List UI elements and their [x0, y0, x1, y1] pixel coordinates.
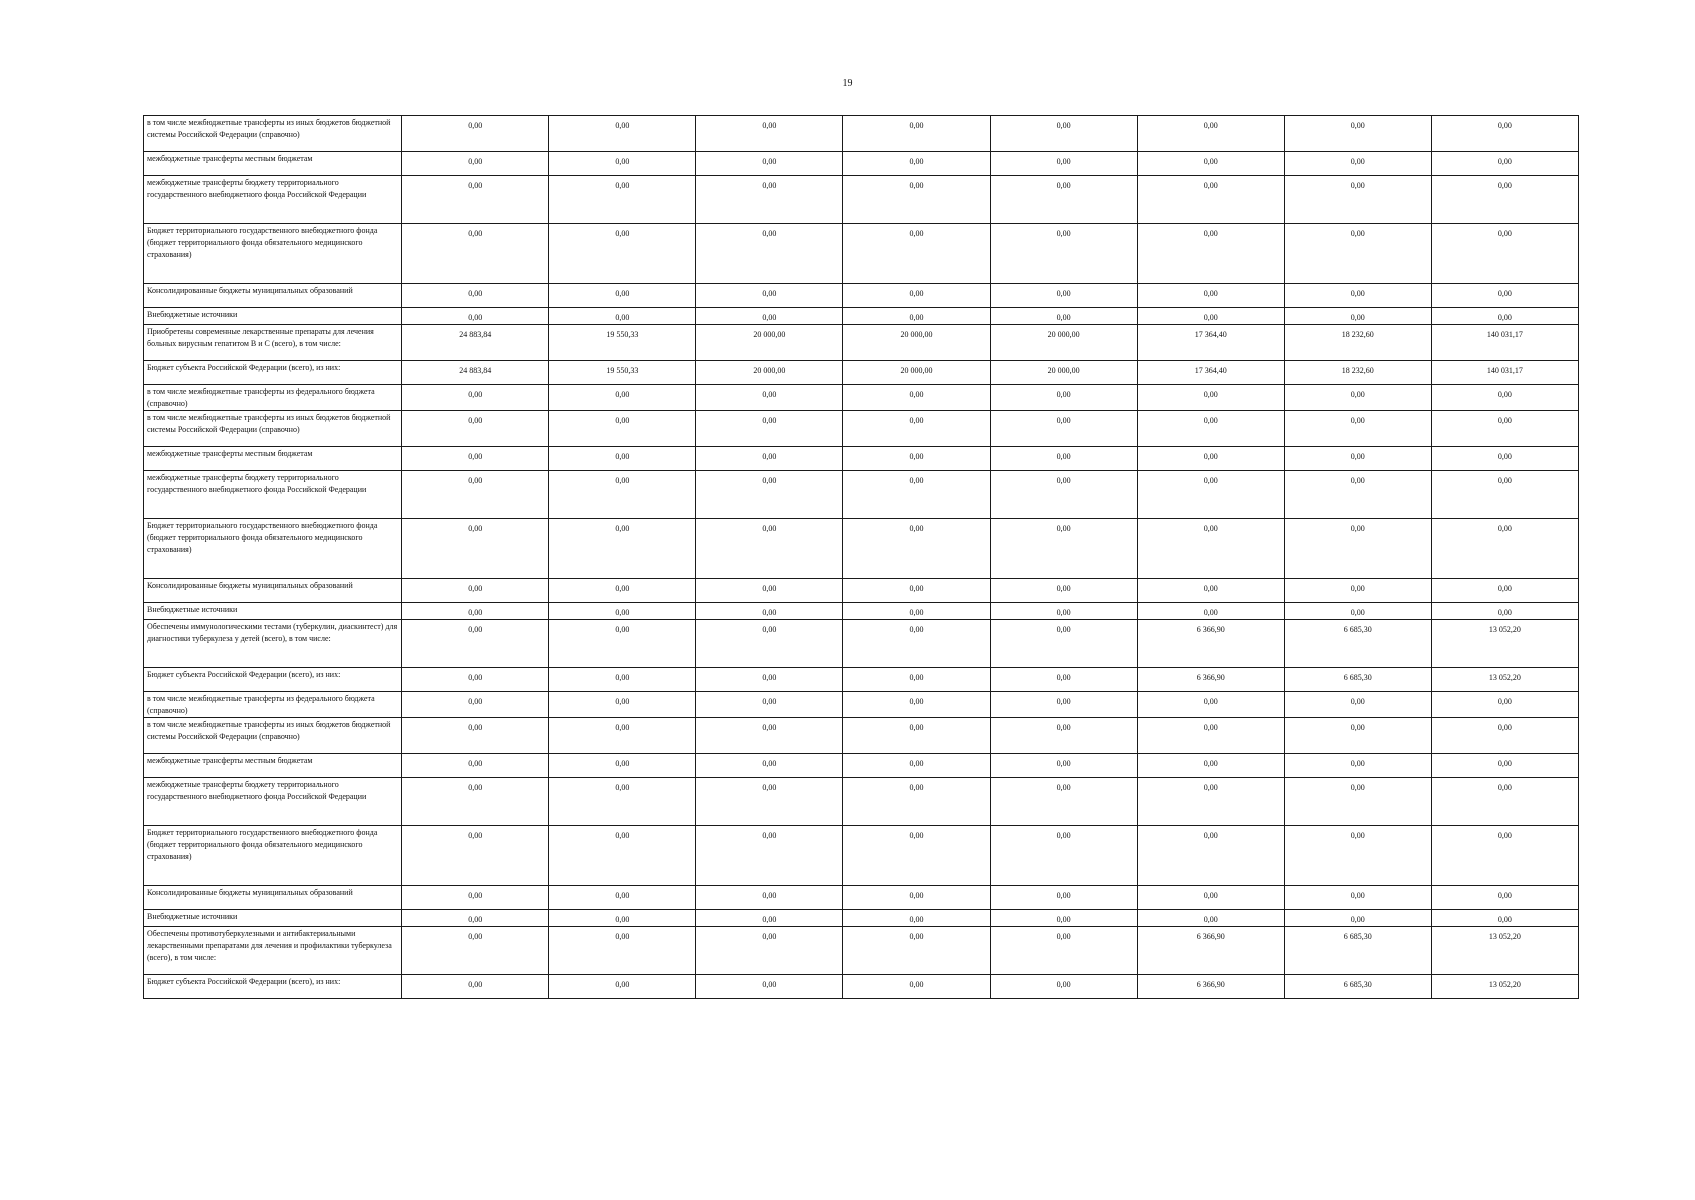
value-cell: 18 232,60 — [1284, 325, 1431, 361]
value-cell: 0,00 — [990, 718, 1137, 754]
value-cell: 0,00 — [696, 519, 843, 579]
value-cell: 0,00 — [402, 385, 549, 411]
value-cell: 0,00 — [1137, 886, 1284, 910]
table-row — [144, 927, 1579, 975]
value-cell: 0,00 — [1431, 886, 1578, 910]
value-cell: 0,00 — [843, 519, 990, 579]
value-cell: 0,00 — [990, 385, 1137, 411]
value-cell: 0,00 — [696, 224, 843, 284]
value-cell: 0,00 — [1137, 603, 1284, 620]
value-cell: 0,00 — [549, 116, 696, 152]
value-cell: 0,00 — [696, 927, 843, 975]
value-cell: 17 364,40 — [1137, 361, 1284, 385]
value-cell: 0,00 — [402, 754, 549, 778]
budget-table — [143, 115, 1579, 999]
value-cell: 0,00 — [1284, 754, 1431, 778]
value-cell: 0,00 — [696, 471, 843, 519]
value-cell: 0,00 — [1284, 826, 1431, 886]
value-cell: 20 000,00 — [696, 361, 843, 385]
value-cell: 0,00 — [1137, 116, 1284, 152]
value-cell: 0,00 — [696, 754, 843, 778]
value-cell: 0,00 — [402, 886, 549, 910]
row-label: Обеспечены противотуберкулезными и антибактериальными лекарственными препаратами для лечения и профилактики туберкулеза (всего), в том числе: — [144, 927, 402, 975]
table-row — [144, 447, 1579, 471]
value-cell: 0,00 — [402, 411, 549, 447]
value-cell: 20 000,00 — [843, 325, 990, 361]
table-row — [144, 692, 1579, 718]
value-cell: 0,00 — [1137, 447, 1284, 471]
table-row — [144, 718, 1579, 754]
value-cell: 0,00 — [549, 152, 696, 176]
value-cell: 0,00 — [1431, 116, 1578, 152]
value-cell: 0,00 — [549, 692, 696, 718]
value-cell: 0,00 — [1431, 308, 1578, 325]
value-cell: 0,00 — [1431, 385, 1578, 411]
value-cell: 0,00 — [696, 668, 843, 692]
value-cell: 0,00 — [402, 152, 549, 176]
budget-table-container — [143, 115, 1579, 999]
value-cell: 0,00 — [549, 308, 696, 325]
row-label: Обеспечены иммунологическими тестами (туберкулин, диаскинтест) для диагностики туберкулеза у детей (всего), в том числе: — [144, 620, 402, 668]
row-label: Консолидированные бюджеты муниципальных образований — [144, 284, 402, 308]
value-cell: 0,00 — [1431, 176, 1578, 224]
value-cell: 0,00 — [402, 579, 549, 603]
value-cell: 0,00 — [990, 411, 1137, 447]
value-cell: 0,00 — [402, 668, 549, 692]
value-cell: 0,00 — [549, 927, 696, 975]
value-cell: 17 364,40 — [1137, 325, 1284, 361]
value-cell: 0,00 — [843, 385, 990, 411]
value-cell: 0,00 — [1431, 447, 1578, 471]
value-cell: 0,00 — [1284, 778, 1431, 826]
value-cell: 0,00 — [990, 116, 1137, 152]
table-row — [144, 471, 1579, 519]
value-cell: 0,00 — [1137, 224, 1284, 284]
value-cell: 0,00 — [549, 668, 696, 692]
value-cell: 0,00 — [1284, 886, 1431, 910]
value-cell: 0,00 — [843, 778, 990, 826]
value-cell: 0,00 — [1284, 603, 1431, 620]
value-cell: 0,00 — [549, 826, 696, 886]
value-cell: 0,00 — [843, 754, 990, 778]
value-cell: 0,00 — [990, 176, 1137, 224]
value-cell: 0,00 — [843, 886, 990, 910]
value-cell: 0,00 — [1137, 826, 1284, 886]
value-cell: 0,00 — [549, 284, 696, 308]
value-cell: 0,00 — [1431, 579, 1578, 603]
value-cell: 0,00 — [549, 447, 696, 471]
value-cell: 6 366,90 — [1137, 668, 1284, 692]
value-cell: 0,00 — [990, 152, 1137, 176]
value-cell: 0,00 — [696, 975, 843, 999]
value-cell: 0,00 — [1284, 471, 1431, 519]
row-label: Бюджет субъекта Российской Федерации (всего), из них: — [144, 975, 402, 999]
table-row — [144, 754, 1579, 778]
value-cell: 0,00 — [990, 668, 1137, 692]
value-cell: 0,00 — [549, 603, 696, 620]
value-cell: 0,00 — [696, 284, 843, 308]
value-cell: 20 000,00 — [696, 325, 843, 361]
value-cell: 0,00 — [1284, 152, 1431, 176]
row-label: в том числе межбюджетные трансферты из иных бюджетов бюджетной системы Российской Федерации (справочно) — [144, 116, 402, 152]
page-number: 19 — [842, 78, 853, 89]
value-cell: 13 052,20 — [1431, 620, 1578, 668]
value-cell: 0,00 — [990, 886, 1137, 910]
value-cell: 0,00 — [843, 579, 990, 603]
value-cell: 0,00 — [1284, 579, 1431, 603]
row-label: Внебюджетные источники — [144, 603, 402, 620]
value-cell: 0,00 — [990, 224, 1137, 284]
row-label: в том числе межбюджетные трансферты из федерального бюджета (справочно) — [144, 692, 402, 718]
value-cell: 0,00 — [843, 308, 990, 325]
value-cell: 0,00 — [843, 116, 990, 152]
row-label: Бюджет субъекта Российской Федерации (всего), из них: — [144, 361, 402, 385]
value-cell: 0,00 — [549, 579, 696, 603]
value-cell: 0,00 — [696, 778, 843, 826]
value-cell: 0,00 — [402, 224, 549, 284]
value-cell: 0,00 — [843, 447, 990, 471]
row-label: межбюджетные трансферты бюджету территориального государственного внебюджетного фонда Российской Федерации — [144, 778, 402, 826]
value-cell: 0,00 — [696, 411, 843, 447]
value-cell: 6 685,30 — [1284, 668, 1431, 692]
value-cell: 0,00 — [990, 910, 1137, 927]
value-cell: 0,00 — [402, 176, 549, 224]
value-cell: 0,00 — [990, 308, 1137, 325]
row-label: в том числе межбюджетные трансферты из иных бюджетов бюджетной системы Российской Федерации (справочно) — [144, 718, 402, 754]
value-cell: 0,00 — [1137, 176, 1284, 224]
value-cell: 0,00 — [549, 519, 696, 579]
table-row — [144, 284, 1579, 308]
value-cell: 13 052,20 — [1431, 927, 1578, 975]
value-cell: 0,00 — [696, 603, 843, 620]
row-label: Бюджет субъекта Российской Федерации (всего), из них: — [144, 668, 402, 692]
value-cell: 0,00 — [843, 718, 990, 754]
value-cell: 0,00 — [1431, 778, 1578, 826]
value-cell: 0,00 — [1137, 519, 1284, 579]
value-cell: 24 883,84 — [402, 325, 549, 361]
value-cell: 0,00 — [1431, 754, 1578, 778]
value-cell: 0,00 — [1284, 385, 1431, 411]
value-cell: 0,00 — [549, 975, 696, 999]
table-row — [144, 778, 1579, 826]
value-cell: 0,00 — [1431, 910, 1578, 927]
row-label: Внебюджетные источники — [144, 308, 402, 325]
value-cell: 0,00 — [843, 692, 990, 718]
value-cell: 0,00 — [1431, 603, 1578, 620]
value-cell: 0,00 — [1284, 447, 1431, 471]
value-cell: 0,00 — [843, 975, 990, 999]
value-cell: 6 685,30 — [1284, 927, 1431, 975]
value-cell: 0,00 — [843, 668, 990, 692]
value-cell: 0,00 — [696, 886, 843, 910]
table-row — [144, 620, 1579, 668]
value-cell: 0,00 — [990, 826, 1137, 886]
value-cell: 0,00 — [402, 975, 549, 999]
value-cell: 0,00 — [402, 826, 549, 886]
value-cell: 0,00 — [549, 385, 696, 411]
table-row — [144, 325, 1579, 361]
value-cell: 0,00 — [696, 718, 843, 754]
value-cell: 0,00 — [696, 692, 843, 718]
value-cell: 0,00 — [549, 778, 696, 826]
value-cell: 140 031,17 — [1431, 361, 1578, 385]
value-cell: 0,00 — [843, 620, 990, 668]
row-label: межбюджетные трансферты местным бюджетам — [144, 754, 402, 778]
value-cell: 0,00 — [549, 620, 696, 668]
value-cell: 0,00 — [1431, 152, 1578, 176]
value-cell: 0,00 — [696, 116, 843, 152]
value-cell: 0,00 — [549, 886, 696, 910]
row-label: в том числе межбюджетные трансферты из иных бюджетов бюджетной системы Российской Федерации (справочно) — [144, 411, 402, 447]
table-row — [144, 308, 1579, 325]
value-cell: 0,00 — [549, 471, 696, 519]
table-row — [144, 975, 1579, 999]
value-cell: 0,00 — [1137, 385, 1284, 411]
value-cell: 0,00 — [1284, 176, 1431, 224]
value-cell: 0,00 — [549, 910, 696, 927]
table-row — [144, 886, 1579, 910]
value-cell: 0,00 — [990, 284, 1137, 308]
value-cell: 0,00 — [843, 152, 990, 176]
value-cell: 140 031,17 — [1431, 325, 1578, 361]
value-cell: 0,00 — [990, 579, 1137, 603]
value-cell: 0,00 — [402, 910, 549, 927]
value-cell: 0,00 — [1137, 778, 1284, 826]
table-row — [144, 116, 1579, 152]
row-label: в том числе межбюджетные трансферты из федерального бюджета (справочно) — [144, 385, 402, 411]
value-cell: 0,00 — [696, 579, 843, 603]
table-row — [144, 579, 1579, 603]
table-row — [144, 910, 1579, 927]
table-row — [144, 826, 1579, 886]
value-cell: 0,00 — [1284, 519, 1431, 579]
value-cell: 0,00 — [1137, 754, 1284, 778]
value-cell: 0,00 — [1137, 692, 1284, 718]
table-row — [144, 385, 1579, 411]
table-row — [144, 152, 1579, 176]
value-cell: 0,00 — [1431, 826, 1578, 886]
value-cell: 0,00 — [402, 519, 549, 579]
value-cell: 0,00 — [402, 308, 549, 325]
row-label: Внебюджетные источники — [144, 910, 402, 927]
value-cell: 0,00 — [1431, 471, 1578, 519]
value-cell: 0,00 — [1137, 579, 1284, 603]
value-cell: 0,00 — [402, 116, 549, 152]
value-cell: 0,00 — [696, 176, 843, 224]
value-cell: 0,00 — [1284, 224, 1431, 284]
value-cell: 0,00 — [549, 224, 696, 284]
value-cell: 0,00 — [696, 447, 843, 471]
value-cell: 0,00 — [990, 927, 1137, 975]
value-cell: 20 000,00 — [990, 361, 1137, 385]
table-row — [144, 668, 1579, 692]
row-label: межбюджетные трансферты бюджету территориального государственного внебюджетного фонда Российской Федерации — [144, 176, 402, 224]
value-cell: 0,00 — [1137, 910, 1284, 927]
value-cell: 0,00 — [402, 471, 549, 519]
value-cell: 0,00 — [990, 975, 1137, 999]
value-cell: 0,00 — [990, 620, 1137, 668]
row-label: Приобретены современные лекарственные препараты для лечения больных вирусным гепатитом В и С (всего), в том числе: — [144, 325, 402, 361]
value-cell: 0,00 — [696, 910, 843, 927]
value-cell: 0,00 — [1284, 284, 1431, 308]
value-cell: 0,00 — [1284, 411, 1431, 447]
value-cell: 19 550,33 — [549, 325, 696, 361]
value-cell: 0,00 — [843, 927, 990, 975]
value-cell: 0,00 — [696, 620, 843, 668]
value-cell: 0,00 — [549, 718, 696, 754]
value-cell: 20 000,00 — [990, 325, 1137, 361]
value-cell: 0,00 — [1431, 718, 1578, 754]
value-cell: 0,00 — [696, 385, 843, 411]
row-label: Бюджет территориального государственного внебюджетного фонда (бюджет территориального фонда обязательного медицинского страхования) — [144, 224, 402, 284]
value-cell: 13 052,20 — [1431, 975, 1578, 999]
value-cell: 0,00 — [402, 927, 549, 975]
table-row — [144, 603, 1579, 620]
value-cell: 0,00 — [402, 603, 549, 620]
value-cell: 0,00 — [1431, 284, 1578, 308]
value-cell: 0,00 — [402, 778, 549, 826]
value-cell: 0,00 — [1431, 692, 1578, 718]
value-cell: 6 366,90 — [1137, 927, 1284, 975]
value-cell: 0,00 — [1284, 718, 1431, 754]
value-cell: 0,00 — [990, 603, 1137, 620]
value-cell: 0,00 — [402, 692, 549, 718]
table-row — [144, 176, 1579, 224]
value-cell: 0,00 — [1431, 411, 1578, 447]
value-cell: 0,00 — [843, 603, 990, 620]
value-cell: 0,00 — [549, 176, 696, 224]
value-cell: 0,00 — [549, 754, 696, 778]
value-cell: 0,00 — [1137, 152, 1284, 176]
value-cell: 13 052,20 — [1431, 668, 1578, 692]
value-cell: 20 000,00 — [843, 361, 990, 385]
value-cell: 6 366,90 — [1137, 620, 1284, 668]
value-cell: 0,00 — [1137, 718, 1284, 754]
value-cell: 0,00 — [1137, 284, 1284, 308]
value-cell: 24 883,84 — [402, 361, 549, 385]
table-row — [144, 224, 1579, 284]
value-cell: 19 550,33 — [549, 361, 696, 385]
value-cell: 6 685,30 — [1284, 975, 1431, 999]
value-cell: 18 232,60 — [1284, 361, 1431, 385]
value-cell: 0,00 — [843, 471, 990, 519]
row-label: межбюджетные трансферты местным бюджетам — [144, 152, 402, 176]
value-cell: 0,00 — [990, 447, 1137, 471]
row-label: Бюджет территориального государственного внебюджетного фонда (бюджет территориального фонда обязательного медицинского страхования) — [144, 826, 402, 886]
row-label: межбюджетные трансферты местным бюджетам — [144, 447, 402, 471]
value-cell: 0,00 — [1137, 471, 1284, 519]
value-cell: 0,00 — [1137, 411, 1284, 447]
value-cell: 0,00 — [402, 284, 549, 308]
value-cell: 0,00 — [843, 176, 990, 224]
value-cell: 0,00 — [843, 224, 990, 284]
value-cell: 0,00 — [696, 152, 843, 176]
value-cell: 0,00 — [990, 471, 1137, 519]
value-cell: 0,00 — [843, 826, 990, 886]
row-label: межбюджетные трансферты бюджету территориального государственного внебюджетного фонда Российской Федерации — [144, 471, 402, 519]
table-row — [144, 411, 1579, 447]
value-cell: 0,00 — [1284, 692, 1431, 718]
table-row — [144, 361, 1579, 385]
value-cell: 0,00 — [402, 447, 549, 471]
budget-table-body — [144, 116, 1579, 999]
value-cell: 0,00 — [696, 826, 843, 886]
row-label: Консолидированные бюджеты муниципальных образований — [144, 579, 402, 603]
value-cell: 0,00 — [990, 519, 1137, 579]
value-cell: 6 366,90 — [1137, 975, 1284, 999]
table-row — [144, 519, 1579, 579]
value-cell: 0,00 — [696, 308, 843, 325]
value-cell: 0,00 — [549, 411, 696, 447]
value-cell: 0,00 — [990, 692, 1137, 718]
value-cell: 6 685,30 — [1284, 620, 1431, 668]
value-cell: 0,00 — [843, 411, 990, 447]
value-cell: 0,00 — [402, 620, 549, 668]
row-label: Бюджет территориального государственного внебюджетного фонда (бюджет территориального фонда обязательного медицинского страхования) — [144, 519, 402, 579]
value-cell: 0,00 — [1284, 308, 1431, 325]
row-label: Консолидированные бюджеты муниципальных образований — [144, 886, 402, 910]
value-cell: 0,00 — [1137, 308, 1284, 325]
value-cell: 0,00 — [402, 718, 549, 754]
value-cell: 0,00 — [843, 284, 990, 308]
value-cell: 0,00 — [1284, 910, 1431, 927]
value-cell: 0,00 — [1431, 224, 1578, 284]
value-cell: 0,00 — [990, 778, 1137, 826]
value-cell: 0,00 — [843, 910, 990, 927]
value-cell: 0,00 — [990, 754, 1137, 778]
value-cell: 0,00 — [1431, 519, 1578, 579]
value-cell: 0,00 — [1284, 116, 1431, 152]
